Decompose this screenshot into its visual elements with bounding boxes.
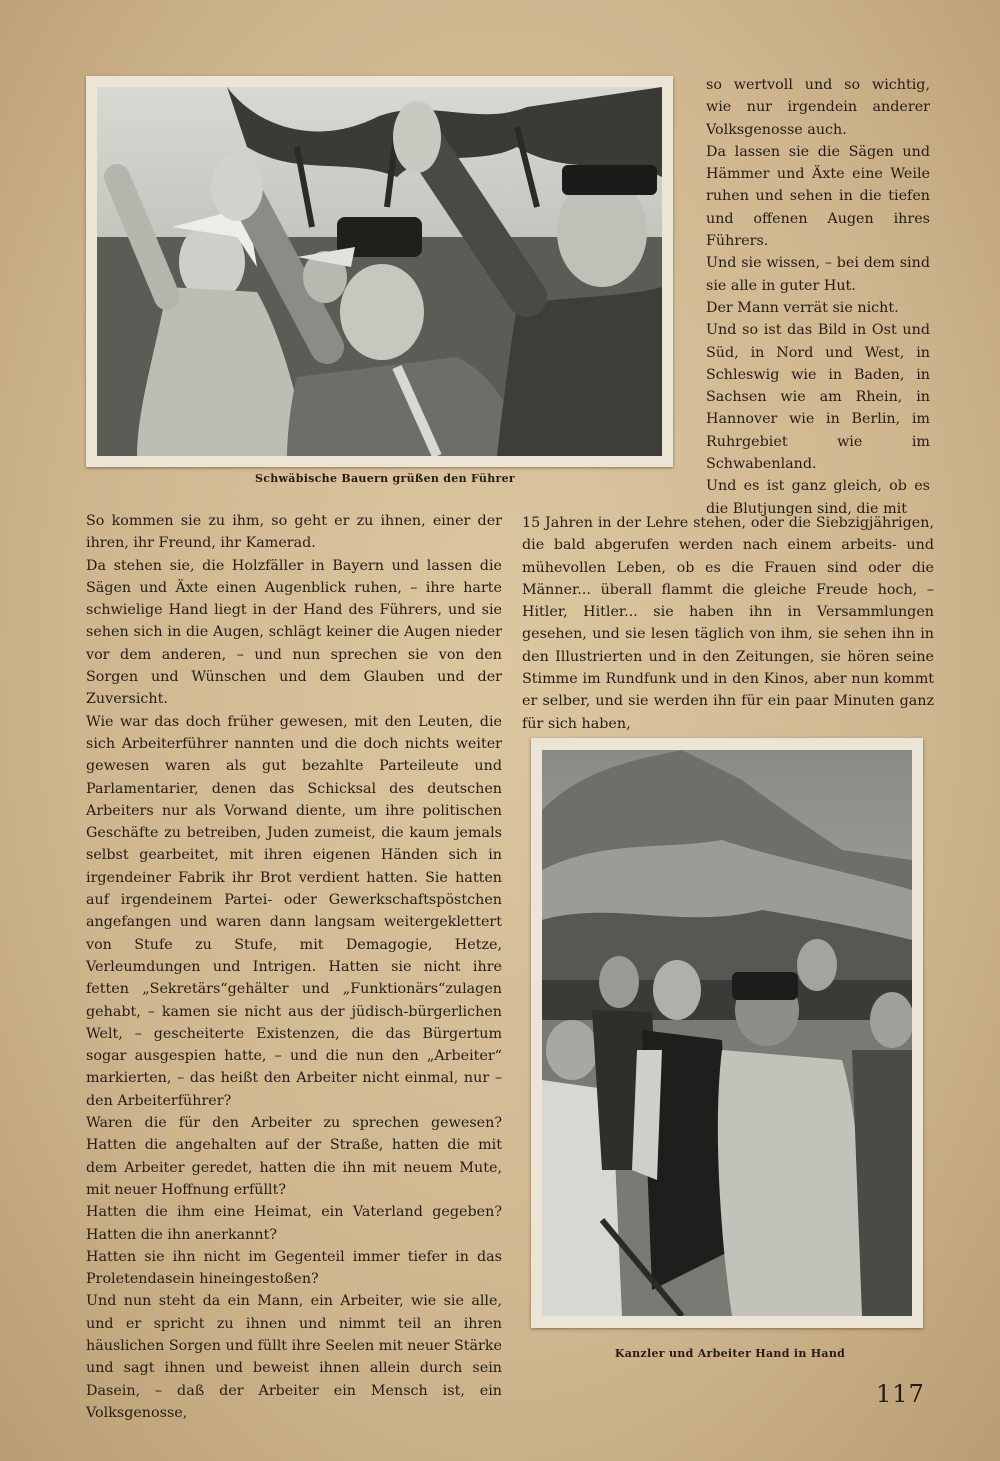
photo2-caption: Kanzler und Arbeiter Hand in Hand	[614, 1347, 846, 1360]
paragraph: Da lassen sie die Sägen und Hämmer und Äxte eine Weile ruhen und sehen in die tiefen und offenen Augen ihres Führers.	[706, 143, 930, 250]
paragraph: So kommen sie zu ihm, so geht er zu ihnen, einer der ihren, ihr Freund, ihr Kamerad.	[86, 513, 502, 552]
right-column-top	[706, 74, 930, 520]
paragraph: Und es ist ganz gleich, ob es die Blutjungen sind, die mit	[706, 478, 930, 517]
paragraph: Der Mann verrät sie nicht.	[706, 299, 899, 316]
photo-farmers-image	[97, 87, 662, 456]
photo-handshake-image	[542, 750, 912, 1316]
paragraph: Und sie wissen, – bei dem sind sie alle in guter Hut.	[706, 255, 930, 294]
paragraph: Und so ist das Bild in Ost und Süd, in Nord und West, in Schleswig wie in Baden, in Sachsen wie am Rhein, in Hannover wie in Berlin, im Ruhrgebiet wie im Schwabenland.	[706, 322, 930, 473]
paragraph: Hatten die ihm eine Heimat, ein Vaterland gegeben? Hatten die ihn anerkannt?	[86, 1204, 502, 1243]
photo1-caption: Schwäbische Bauern grüßen den Führer	[254, 472, 516, 485]
photo-handshake	[531, 738, 923, 1328]
paragraph: Hatten sie ihn nicht im Gegenteil immer tiefer in das Proletendasein hineingestoßen?	[86, 1248, 502, 1288]
paragraph: 15 Jahren in der Lehre stehen, oder die Siebzigjährigen, die bald abgerufen werden nach einem arbeits- und mühevollen Leben, ob es die Frauen sind oder die Männer... überall flammt die gleiche Freude hoch, – Hitler, Hitler... sie haben ihn in Versammlungen gesehen, und sie lesen täglich von ihm, sie sehen ihn in den Illustrierten und in den Zeitungen, sie hören seine Stimme im Rundfunk und in den Kinos, aber nun kommt er selber, und sie werden ihn für ein paar Minuten ganz für sich haben,	[522, 515, 934, 732]
page-number: 117	[876, 1380, 925, 1408]
paragraph: Waren die für den Arbeiter zu sprechen gewesen? Hatten die angehalten auf der Straße, hatten die mit dem Arbeiter geredet, hatten die ihn mit neuem Mute, mit neuer Hoffnung erfüllt?	[86, 1115, 502, 1198]
photo-farmers-greeting	[86, 76, 673, 467]
right-column-bottom	[522, 512, 934, 735]
left-column	[86, 510, 502, 1424]
paragraph: Wie war das doch früher gewesen, mit den Leuten, die sich Arbeiterführer nannten und die doch nichts weiter gewesen waren als gut bezahlte Parteileute und Parlamentarier, denen das Schicksal des deutschen Arbeiters nur als Vorwand diente, um ihre politischen Geschäfte zu betreiben, Juden zumeist, die kaum jemals selbst gearbeitet, mit ihren eigenen Händen sich in irgendeiner Fabrik ihr Brot verdient hatten. Sie hatten auf irgendeinem Partei- oder Gewerkschaftspöstchen angefangen und waren dann langsam weitergeklettert von Stufe zu Stufe, mit Demagogie, Hetze, Verleumdungen und Intrigen. Hatten sie nicht ihre fetten „Sekretärs“gehälter und „Funktionärs“zulagen gehabt, – kamen sie nicht aus der jüdisch-bürgerlichen Welt, – gescheiterte Existenzen, die das Bürgertum sogar ausgespien hatte, – und die nun den „Arbeiter“ markierten, – das heißt den Arbeiter nicht einmal, nur – den Arbeiterführer?	[86, 713, 502, 1109]
paragraph: Und nun steht da ein Mann, ein Arbeiter, wie sie alle, und er spricht zu ihnen und nimmt teil an ihren häuslichen Sorgen und füllt ihre Seelen mit neuer Stärke und sagt ihnen und beweist ihnen allein durch sein Dasein, – daß der Arbeiter ein Mensch ist, ein Volksgenosse,	[86, 1293, 502, 1421]
paragraph: so wertvoll und so wichtig, wie nur irgendein anderer Volksgenosse auch.	[706, 77, 930, 138]
paragraph: Da stehen sie, die Holzfäller in Bayern und lassen die Sägen und Äxte einen Augenblick ruhen, – ihre harte schwielige Hand liegt in der Hand des Führers, und sie sehen sich in die Augen, schlägt keiner die Augen nieder vor dem anderen, – und nun sprechen sie von den Sorgen und Wünschen und dem Glauben und der Zuversicht.	[86, 557, 502, 708]
